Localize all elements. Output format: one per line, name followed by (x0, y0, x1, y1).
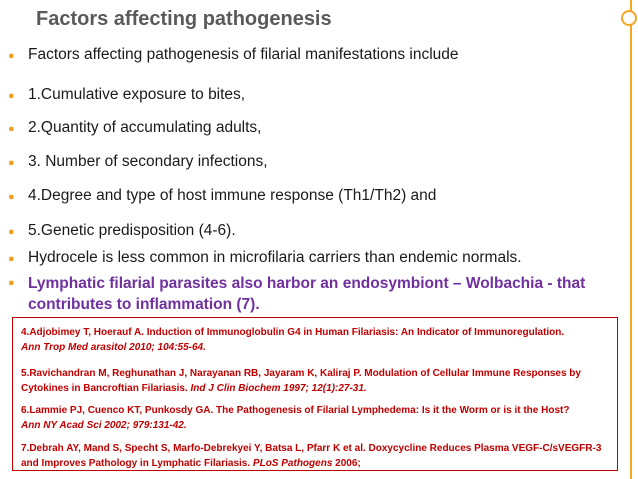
bullet-icon: ● (8, 157, 15, 169)
bullet-icon: ● (8, 253, 15, 265)
bullet-text-highlight: Lymphatic filarial parasites also harbor an endosymbiont – Wolbachia - that contributes to inflammation (7). (28, 275, 586, 313)
bullet-icon: ● (8, 191, 15, 203)
bullet-icon: ● (8, 123, 15, 135)
reference-journal: Ann Trop Med arasitol 2010; 104:55-64. (21, 341, 206, 353)
bullet-text: Hydrocele is less common in microfilaria carriers than endemic normals. (28, 249, 522, 266)
reference-journal: Ind J Clin Biochem 1997; 12(1):27-31. (190, 382, 367, 394)
reference-item (21, 442, 613, 471)
bullet-text: 5.Genetic predisposition (4-6). (28, 222, 236, 239)
bullet-text: 1.Cumulative exposure to bites, (28, 86, 246, 103)
reference-item (21, 404, 613, 433)
references-box (12, 317, 618, 471)
reference-year: 2006; (332, 457, 361, 469)
reference-item (21, 367, 613, 396)
reference-journal: PLoS Pathogens (252, 457, 333, 469)
bullet-icon: ● (8, 50, 15, 62)
reference-item (21, 326, 613, 355)
bullet-icon: ● (8, 90, 15, 102)
bullet-icon: ● (8, 277, 15, 289)
reference-journal: Ann NY Acad Sci 2002; 979:131-42. (21, 419, 187, 431)
decorative-circle (621, 10, 637, 26)
decorative-right-line (630, 0, 632, 479)
bullet-text: Factors affecting pathogenesis of filarial manifestations include (28, 46, 459, 63)
bullet-text: 3. Number of secondary infections, (28, 153, 268, 170)
reference-text: 5.Ravichandran M, Reghunathan J, Narayanan RB, Jayaram K, Kaliraj P. Modulation of Cellular Immune Responses by Cytokines in Bancroftian Filariasis. (21, 368, 581, 394)
bullet-text: 4.Degree and type of host immune response (Th1/Th2) and (28, 187, 437, 204)
reference-text: 7.Debrah AY, Mand S, Specht S, Marfo-Debrekyei Y, Batsa L, Pfarr K et al. Doxycycline Reduces Plasma VEGF-C/sVEGFR-3 and Improves Pathology in Lymphatic Filariasis. (21, 443, 602, 469)
slide-title: Factors affecting pathogenesis (36, 8, 332, 30)
bullet-text: 2.Quantity of accumulating adults, (28, 119, 262, 136)
bullet-icon: ● (8, 226, 15, 238)
reference-text: 4.Adjobimey T, Hoerauf A. Induction of Immunoglobulin G4 in Human Filariasis: An Indicator of Immunoregulation. (21, 327, 565, 338)
reference-text: 6.Lammie PJ, Cuenco KT, Punkosdy GA. The Pathogenesis of Filarial Lymphedema: Is it the Worm or is it the Host? (21, 405, 570, 416)
